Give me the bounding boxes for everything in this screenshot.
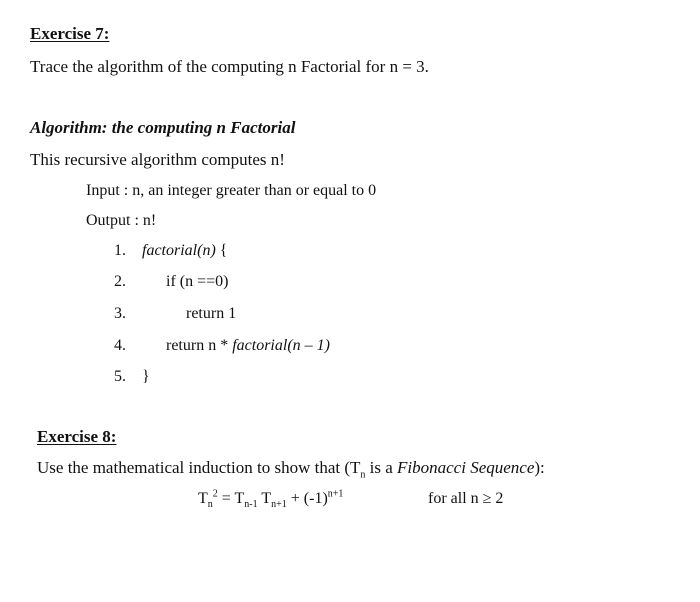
equals-sign: = xyxy=(217,490,235,507)
code-line-2-text: if (n ==0) xyxy=(166,273,229,290)
plus-term: + (-1) xyxy=(286,490,328,507)
exercise-7-heading: Exercise 7: xyxy=(30,24,110,43)
prompt-text-mid: is a xyxy=(365,458,398,477)
code-line-4 xyxy=(114,337,126,355)
prompt-text-before: Use the mathematical induction to show that (T xyxy=(37,458,361,477)
code-suffix: { xyxy=(215,242,228,259)
exponent: n+1 xyxy=(327,488,344,500)
code-line-2 xyxy=(114,273,126,291)
code-line-5 xyxy=(114,368,150,386)
algorithm-output: Output : n! xyxy=(86,212,157,229)
t1-base: T xyxy=(234,490,245,507)
code-prefix: return n * xyxy=(166,337,233,354)
prompt-text-after: ): xyxy=(534,458,545,477)
algorithm-input: Input : n, an integer greater than or equal to 0 xyxy=(86,182,377,199)
fibonacci-identity xyxy=(198,488,344,511)
code-line-3 xyxy=(114,305,126,323)
algorithm-title: Algorithm: the computing n Factorial xyxy=(30,118,296,137)
exercise-8-heading: Exercise 8: xyxy=(37,427,117,446)
t1-sub: n-1 xyxy=(244,499,258,511)
line-number: 2. xyxy=(114,273,126,290)
line-number: 1. xyxy=(114,242,126,259)
code-call: factorial(n) xyxy=(142,242,216,259)
exercise-7-prompt: Trace the algorithm of the computing n Factorial for n = 3. xyxy=(30,57,429,76)
lhs-sup: 2 xyxy=(212,488,218,500)
code-brace: } xyxy=(142,368,150,385)
algorithm-description: This recursive algorithm computes n! xyxy=(30,150,285,169)
lhs-base: T xyxy=(198,490,208,507)
code-call: factorial(n – 1) xyxy=(232,337,330,354)
code-line-1 xyxy=(114,242,227,260)
t2-base: T xyxy=(257,490,272,507)
code-line-4-text xyxy=(166,337,330,355)
formula-condition: for all n ≥ 2 xyxy=(428,490,504,507)
lhs-sub: n xyxy=(207,499,213,511)
code-line-3-text: return 1 xyxy=(186,305,237,322)
t2-sub: n+1 xyxy=(271,499,287,511)
line-number: 3. xyxy=(114,305,126,322)
prompt-italic-term: Fibonacci Sequence xyxy=(397,458,535,477)
exercise-8-prompt xyxy=(37,458,545,481)
line-number: 4. xyxy=(114,337,126,354)
prompt-subscript: n xyxy=(360,469,366,481)
line-number: 5. xyxy=(114,368,126,385)
